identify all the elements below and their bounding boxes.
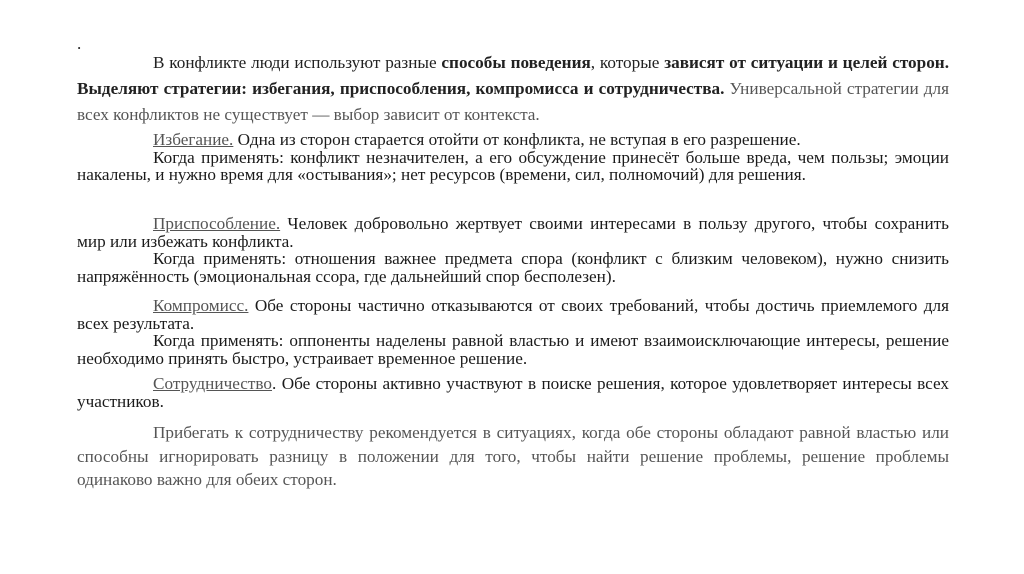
strategy-term: Приспособление. [153, 214, 281, 233]
strategy-term: Избегание. [153, 130, 234, 149]
conclusion-text: Прибегать к сотрудничеству рекомендуется в ситуациях, когда обе стороны обладают равной властью или способны игнорировать разницу в положении для того, чтобы найти решение проблемы, решение проблемы одинаково важно для обеих сторон. [77, 423, 949, 489]
intro-bold-2: зависят от ситуации и целей сторон. Выделяют стратегии: избегания, приспособления, компромисса и сотрудничества. [77, 53, 949, 98]
intro-text [77, 50, 949, 128]
intro-text-3: Универсальной стратегии для всех конфликтов не существует — выбор зависит от контекста. [77, 79, 949, 124]
strategy-when: Когда применять: отношения важнее предмета спора (конфликт с близким человеком), нужно снизить напряжённость (эмоциональная ссора, где дальнейший спор бесполезен). [77, 249, 949, 286]
bullet-mark: . [77, 34, 82, 53]
strategy-definition-text: . Обе стороны активно участвуют в поиске решения, которое удовлетворяет интересы всех участников. [77, 374, 949, 411]
intro-text-1: В конфликте люди используют разные [153, 53, 442, 72]
strategy-definition [77, 297, 949, 332]
strategy-definition [77, 375, 949, 410]
strategy-term: Компромисс. [153, 296, 249, 315]
conclusion-paragraph [77, 421, 949, 492]
intro-paragraph [77, 50, 949, 128]
intro-bold-1: способы поведения [441, 53, 591, 72]
intro-text-2: , которые [590, 53, 665, 72]
strategy-definition-text: Обе стороны частично отказываются от своих требований, чтобы достичь приемлемого для всех результата. [77, 296, 949, 333]
strategy-collaboration [77, 375, 949, 410]
strategy-when: Когда применять: конфликт незначителен, а его обсуждение принесёт больше вреда, чем пользы; эмоции накалены, и нужно время для «остывания»; нет ресурсов (времени, сил, полномочий) для решения. [77, 147, 949, 184]
strategy-definition [77, 131, 949, 149]
strategy-definition-text: Человек добровольно жертвует своими интересами в пользу другого, чтобы сохранить мир или избежать конфликта. [77, 214, 949, 251]
strategy-definition-text: Одна из сторон старается отойти от конфликта, не вступая в его разрешение. [233, 130, 801, 149]
strategy-avoidance [77, 131, 949, 184]
strategy-when: Когда применять: оппоненты наделены равной властью и имеют взаимоисключающие интересы, решение необходимо принять быстро, устраивает временное решение. [77, 331, 949, 368]
strategy-accommodation [77, 215, 949, 285]
strategy-term: Сотрудничество [153, 374, 273, 393]
strategy-definition [77, 215, 949, 250]
strategy-compromise [77, 297, 949, 367]
